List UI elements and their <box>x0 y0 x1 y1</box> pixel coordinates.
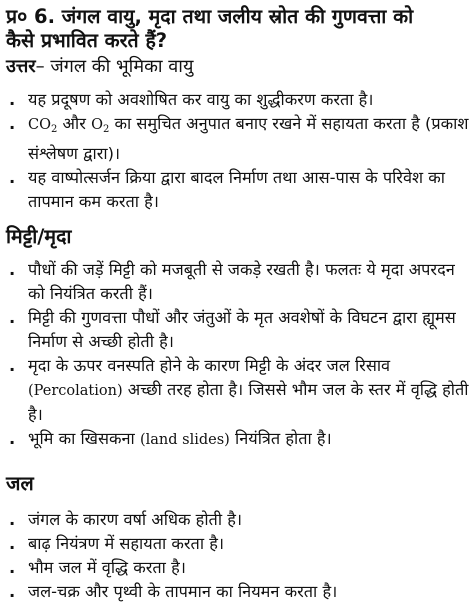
list-item-text: यह प्रदूषण को अवशोषित कर वायु का शुद्धीकरण करता है। <box>28 90 374 109</box>
list-item-text: जंगल के कारण वर्षा अधिक होती है। <box>28 510 243 529</box>
bullet-marker: . <box>9 510 16 529</box>
list-item-text-continued: नियंत्रित होता है। <box>235 429 332 448</box>
question-line-2: कैसे प्रभावित करते हैं? <box>6 29 168 52</box>
question-line-1: प्र० 6. जंगल वायु, मृदा तथा जलीय स्रोत की गुणवत्ता को <box>6 5 414 28</box>
list-item-text: भौम जल में वृद्धि करता है। <box>28 558 186 577</box>
bullet-marker: . <box>9 90 16 109</box>
list-item <box>6 508 470 532</box>
soil-section-heading: मिट्टी/मृदा <box>6 225 72 248</box>
list-item-text: का समुचित अनुपात बनाए रखने में सहायता करता है (प्रकाश संश्लेषण द्वारा)। <box>28 114 469 163</box>
bullet-marker: . <box>9 534 16 553</box>
answer-line <box>6 55 470 78</box>
list-item <box>6 580 470 604</box>
list-item-text-continued: अच्छी तरह होता है। जिससे भौम जल के स्तर में वृद्धि होती है। <box>28 380 469 424</box>
list-item <box>6 166 470 214</box>
list-item-text: यह वाष्पोत्सर्जन क्रिया द्वारा बादल निर्माण तथा आस-पास के परिवेश का तापमान कम करता है। <box>28 168 445 211</box>
co2-formula <box>28 117 57 133</box>
bullet-marker: . <box>9 308 16 327</box>
air-points-list <box>6 88 470 214</box>
list-item <box>6 427 470 452</box>
co2-symbol: CO <box>28 117 51 133</box>
list-item <box>6 306 470 354</box>
land-slides-term: (land slides) <box>139 432 230 448</box>
bullet-marker: . <box>9 168 16 187</box>
water-points-list <box>6 508 470 604</box>
percolation-term: (Percolation) <box>28 383 123 399</box>
list-item <box>6 556 470 580</box>
list-item <box>6 258 470 306</box>
list-item <box>6 112 470 166</box>
answer-intro-text: जंगल की भूमिका वायु <box>44 56 194 77</box>
bullet-marker: . <box>9 260 16 279</box>
list-item-text: भूमि का खिसकना <box>28 429 135 448</box>
list-item-text: बाढ़ नियंत्रण में सहायता करता है। <box>28 534 225 553</box>
o2-symbol: O <box>91 117 103 133</box>
list-item-text: पौधों की जड़ें मिट्टी को मजबूती से जकड़े रखती है। फलतः ये मृदा अपरदन को नियंत्रित करती हैं। <box>28 260 455 303</box>
bullet-marker: . <box>9 114 16 133</box>
bullet-marker: . <box>9 356 16 375</box>
question-heading <box>6 5 470 53</box>
soil-points-list <box>6 258 470 452</box>
list-item-text: जल-चक्र और पृथ्वी के तापमान का नियमन करता है। <box>28 582 338 601</box>
o2-formula <box>91 117 109 133</box>
bullet-marker: . <box>9 582 16 601</box>
answer-separator: – <box>35 56 45 77</box>
list-item <box>6 354 470 427</box>
water-section-heading: जल <box>6 472 34 495</box>
o2-subscript: 2 <box>102 124 110 135</box>
list-item <box>6 88 470 112</box>
list-item <box>6 532 470 556</box>
co2-subscript: 2 <box>50 124 58 135</box>
conjunction-text: और <box>62 114 86 133</box>
answer-label: उत्तर <box>6 56 36 77</box>
list-item-text: मिट्टी की गुणवत्ता पौधों और जंतुओं के मृत अवशेषों के विघटन द्वारा ह्यूमस निर्माण से अच्छी होती है। <box>28 308 456 351</box>
list-item-text: मृदा के ऊपर वनस्पति होने के कारण मिट्टी के अंदर जल रिसाव <box>28 356 391 375</box>
bullet-marker: . <box>9 429 16 448</box>
bullet-marker: . <box>9 558 16 577</box>
